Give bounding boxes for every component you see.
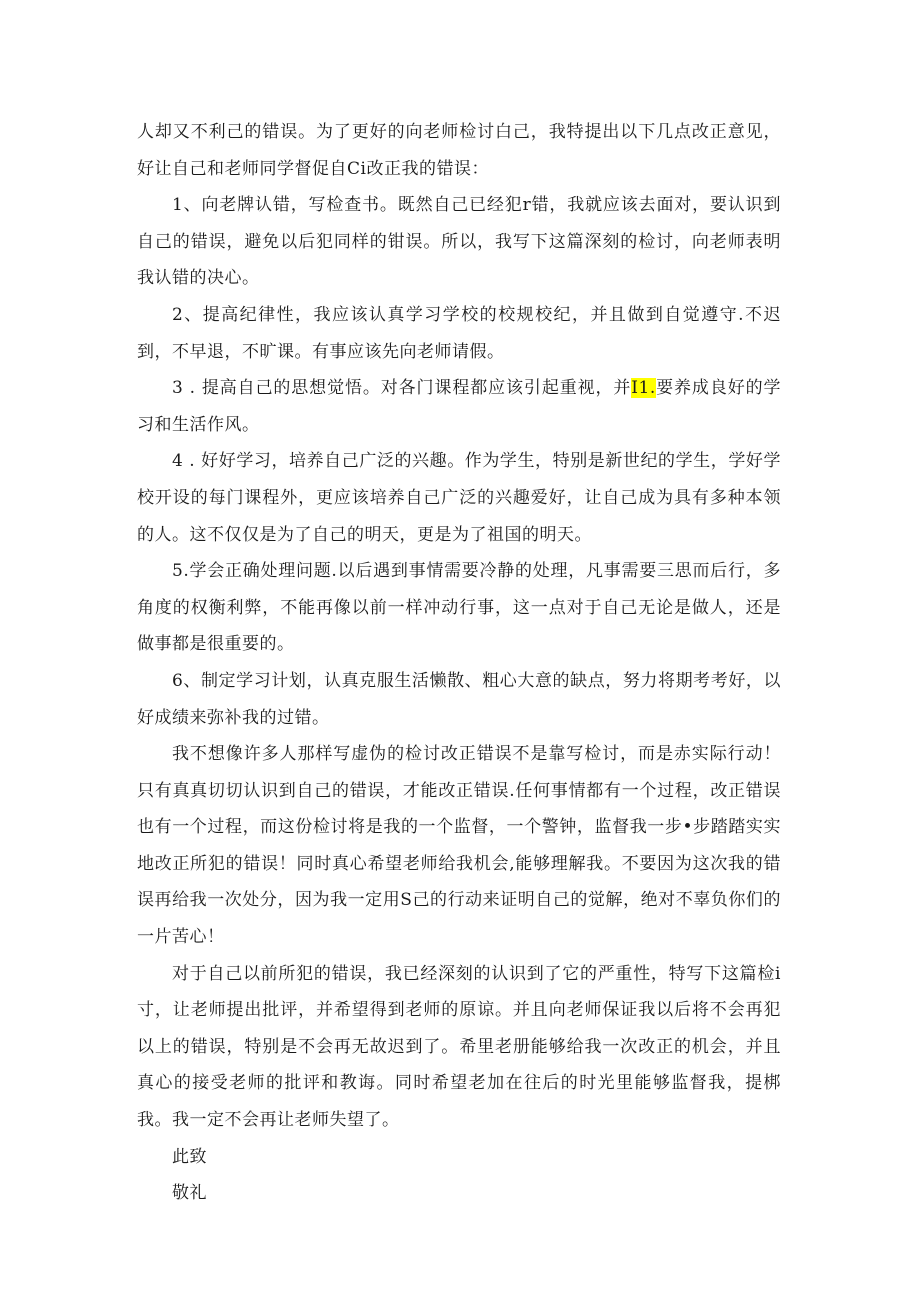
paragraph-conclusion: 对于自己以前所犯的错误，我已经深刻的认识到了它的严重性，特写下这篇检i寸，让老师提出批评，并希望得到老师的原谅。并且向老师保证我以后将不会再犯以上的错误，特别是不会再无故迟到了。希里老册能够给我一次改正的机会，并且真心的接受老师的批评和教诲。同时希望老加在往后的时光里能够监督我，提梆我。我一定不会再让老师失望了。: [137, 963, 781, 1131]
closing-salutation: 此致: [172, 1146, 207, 1167]
paragraph-item-5: 5.学会正确处理问题.以后遇到事情需要冷静的处理，凡事需要三思而后行，多角度的权衡利弊，不能再像以前一样冲动行事，这一点对于自己无论是做人，还是做事都是很重要的。: [137, 561, 781, 655]
highlighted-text: I1.: [631, 378, 656, 399]
closing-regards: 敬礼: [172, 1183, 207, 1204]
paragraph-item-3-part-1: 3 . 提高自己的思想觉悟。对各门课程都应该引起重视，并: [172, 378, 632, 399]
paragraph-item-4: 4 . 好好学习，培养自己广泛的兴趣。作为学生，特别是新世纪的学生，学好学校开设的每门课程外，更应该培养自己广泛的兴趣爱好，让自己成为具有多种本领的人。这不仅仅是为了自己的明天，更是为了祖国的明天。: [137, 451, 781, 545]
paragraph-item-2: 2、提高纪律性，我应该认真学习学校的校规校纪，并且做到自觉遵守.不迟到，不早退，不旷课。有事应该先向老师请假。: [137, 304, 781, 362]
document-body: [137, 114, 781, 1212]
paragraph-item-3-part-2: 要养成良好的学习和生活作风。: [137, 378, 781, 435]
paragraph-reflection: 我不想像许多人那样写虚伪的检讨改正错误不是靠写检讨，而是赤实际行动！只有真真切切认识到自己的错误，才能改正错误.任何事情都有一个过程，改正错误也有一个过程，而这份检讨将是我的一个监督，一个警钟，监督我一步•步踏踏实实地改正所犯的错误！同时真心希望老师给我机会,能够理解我。不要因为这次我的错误再给我一次处分，因为我一定用S己的行动来证明自己的觉解，绝对不辜负你们的一片苦心！: [137, 744, 781, 948]
paragraph-intro: 人却又不利己的错误。为了更好的向老师检讨白己，我特提出以下几点改正意见，好让自己和老师同学督促自Ci改正我的错误：: [137, 122, 781, 179]
paragraph-item-3: [137, 370, 781, 443]
paragraph-item-1: 1、向老牌认错，写检查书。既然自己已经犯r错，我就应该去面对，要认识到自己的错误，避免以后犯同样的钳误。所以，我写下这篇深刻的检讨，向老师表明我认错的决心。: [137, 195, 781, 289]
paragraph-item-6: 6、制定学习计划，认真克服生活懒散、粗心大意的缺点，努力将期考考好，以好成绩来弥补我的过错。: [137, 670, 781, 728]
